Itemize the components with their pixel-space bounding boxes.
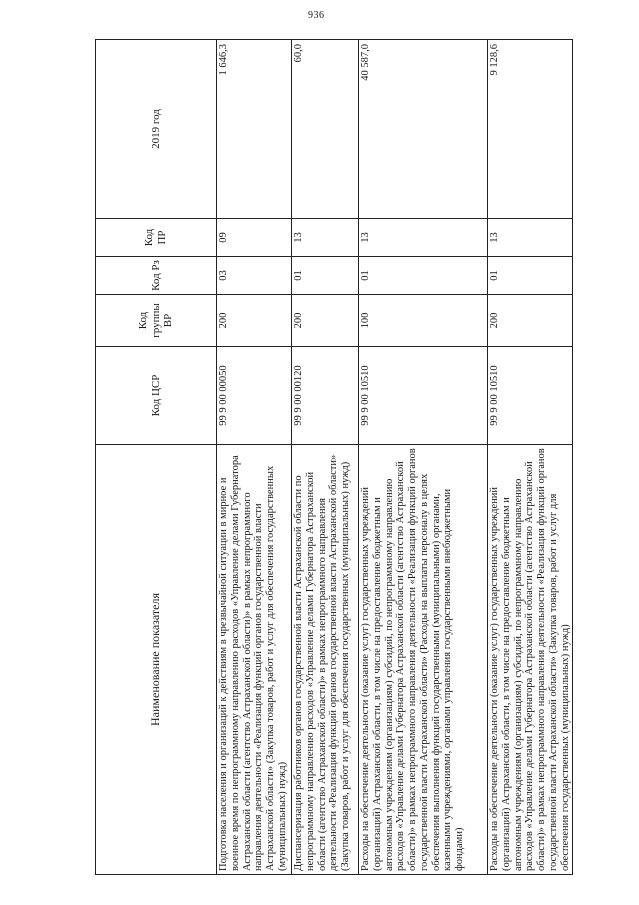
- cell-pr: 13: [359, 219, 488, 257]
- table-row: [217, 40, 292, 875]
- cell-csr: 99 9 00 10510: [488, 347, 573, 445]
- rotated-table-container: [95, 40, 571, 875]
- cell-name: Расходы на обеспечение деятельности (оказание услуг) государственных учреждений (организаций) Астраханской области, в том числе на предоставление бюджетным и автономным учреждениям (организациям) субсидий, по непрограммному направлению расходов «Управление делами Губернатора Астраханской области (агентство Астраханской области)» в рамках непрограммного направления деятельности «Реализация функций органов государственной власти Астраханской области» (Закупка товаров, работ и услуг для обеспечения государственных (муниципальных) нужд): [488, 445, 573, 875]
- cell-vr: 200: [292, 295, 359, 347]
- budget-table: [95, 39, 573, 875]
- cell-value: 9 128,6: [488, 40, 573, 219]
- cell-pr: 09: [217, 219, 292, 257]
- cell-pr: 13: [488, 219, 573, 257]
- page-number: 936: [308, 10, 325, 21]
- cell-pr: 13: [292, 219, 359, 257]
- cell-rz: 01: [359, 257, 488, 295]
- header-value: 2019 год: [96, 40, 217, 219]
- header-vr: Код группы ВР: [96, 295, 217, 347]
- table-header-row: [96, 40, 217, 875]
- cell-csr: 99 9 00 00120: [292, 347, 359, 445]
- cell-name: Подготовка населения и организаций к действиям в чрезвычайной ситуации в мирное и военное время по непрограммному направлению расходов «Управление делами Губернатора Астраханской области (агентство Астраханской области)» в рамках непрограммного направления деятельности «Реализация функций органов государственной власти Астраханской области» (Закупка товаров, работ и услуг для обеспечения государственных (муниципальных) нужд): [217, 445, 292, 875]
- cell-rz: 01: [292, 257, 359, 295]
- header-name: Наименование показателя: [96, 445, 217, 875]
- cell-csr: 99 9 00 00050: [217, 347, 292, 445]
- table-row: [488, 40, 573, 875]
- cell-rz: 01: [488, 257, 573, 295]
- header-rz: Код Рз: [96, 257, 217, 295]
- table-row: [292, 40, 359, 875]
- cell-csr: 99 9 00 10510: [359, 347, 488, 445]
- cell-vr: 200: [488, 295, 573, 347]
- table-row: [359, 40, 488, 875]
- header-pr: Код ПР: [96, 219, 217, 257]
- cell-value: 40 587,0: [359, 40, 488, 219]
- cell-rz: 03: [217, 257, 292, 295]
- cell-name: Диспансеризация работников органов государственной власти Астраханской области по непрограммному направлению расходов «Управление делами Губернатора Астраханской области (агентство Астраханской области)» в рамках непрограммного направления деятельности «Реализация функций органов государственной власти Астраханской области» (Закупка товаров, работ и услуг для обеспечения государственных (муниципальных) нужд): [292, 445, 359, 875]
- cell-vr: 100: [359, 295, 488, 347]
- header-csr: Код ЦСР: [96, 347, 217, 445]
- cell-value: 1 646,3: [217, 40, 292, 219]
- cell-name: Расходы на обеспечение деятельности (оказание услуг) государственных учреждений (организаций) Астраханской области, в том числе на предоставление бюджетным и автономным учреждениям (организациям) субсидий, по непрограммному направлению расходов «Управление делами Губернатора Астраханской области (агентство Астраханской области)» в рамках непрограммного направления деятельности «Реализация функций органов государственной власти Астраханской области» (Расходы на выплаты персоналу в целях обеспечения выполнения функций государственными (муниципальными) органами, казенными учреждениями, органами управления государственными внебюджетными фондами): [359, 445, 488, 875]
- cell-value: 60,0: [292, 40, 359, 219]
- cell-vr: 200: [217, 295, 292, 347]
